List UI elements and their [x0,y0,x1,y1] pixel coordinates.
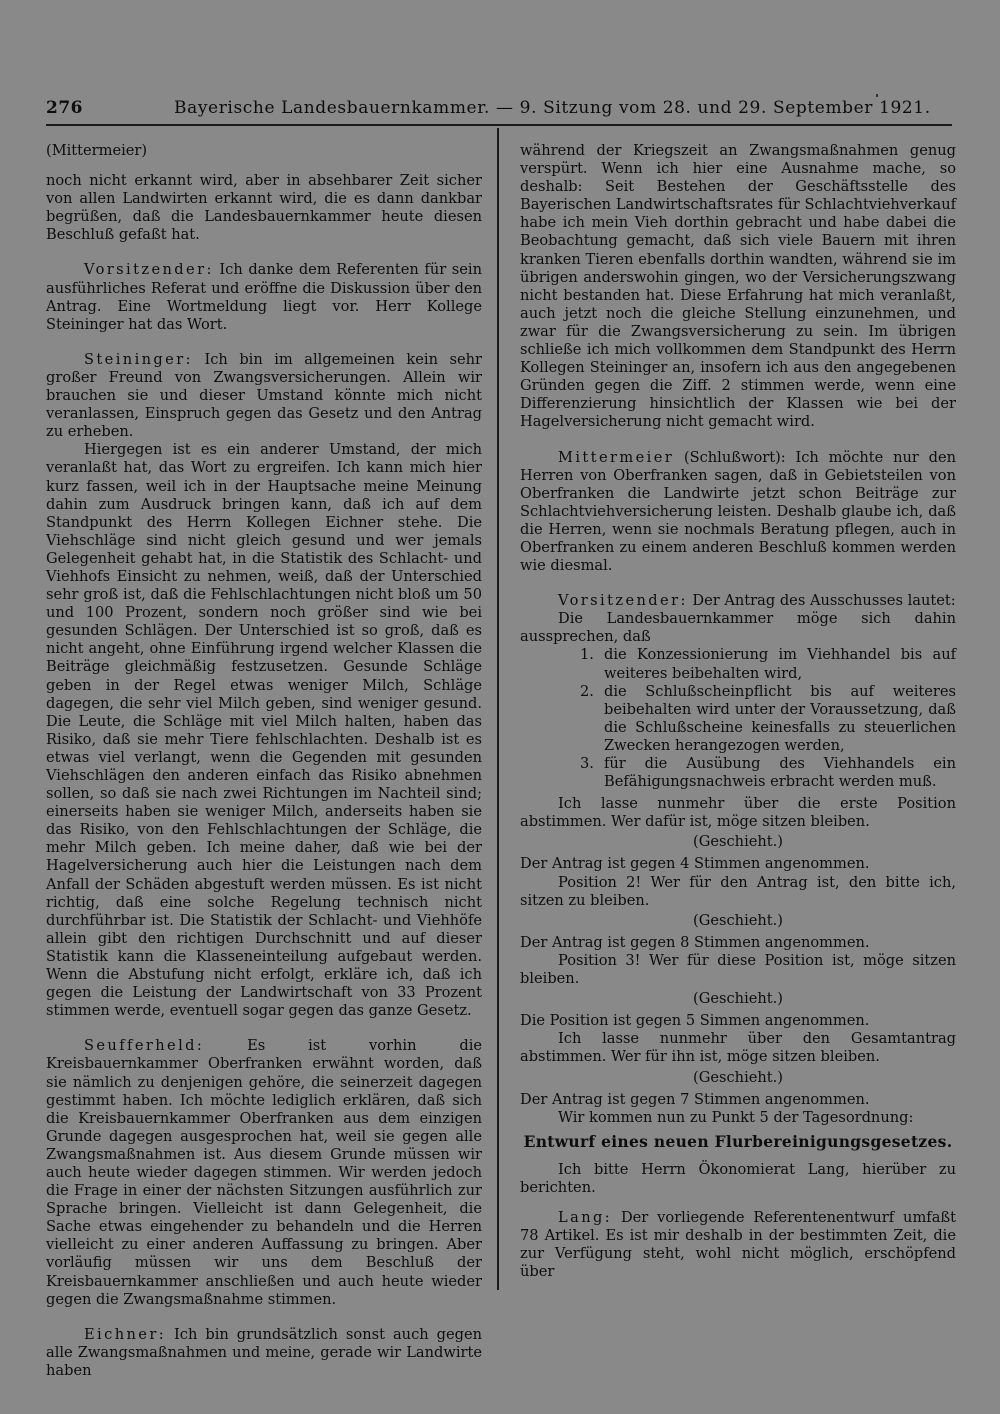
paragraph [520,449,956,576]
speaker-name: Lang: [558,1209,613,1227]
paragraph-text: Ich bin im allgemeinen kein sehr großer Freund von Zwangsversicherungen. Allein wir brauchen sie und dieser Umstand könnte mich nicht veranlassen, Einspruch gegen das Gesetz und den Antrag zu erheben. [46,350,483,441]
list-item-number: 1. [580,646,594,664]
paragraph-text: Der Antrag des Ausschusses lautet: [692,592,956,610]
paragraph: Wir kommen nun zu Punkt 5 der Tagesordnung: [558,1108,914,1126]
scan-speck [876,94,878,97]
speaker-name: Mittermeier [558,448,675,466]
list-item [520,755,956,791]
paragraph [46,351,482,441]
list-item-text: für die Ausübung des Viehhandels ein Befähigungsnachweis erbracht werden muß. [604,755,956,791]
speaker-name: Steininger: [84,350,193,368]
speaker-name: Vorsitzender: [84,261,214,279]
vote-result: Die Position ist gegen 5 Simmen angenommen. [520,1012,870,1030]
paragraph: während der Kriegszeit an Zwangsmaßnahmen genug verspürt. Wenn ich hier eine Ausnahme mache, so deshalb: Seit Bestehen der Geschäftsstelle des Bayerischen Landwirtschaftsrates für Schlachtviehverkauf habe ich mein Vieh dorthin gebracht und habe dabei die Beobachtung gemacht, daß sich viele Bauern mit ihren kranken Tieren ebenfalls dorthin wandten, während sie im übrigen anderswohin gingen, wo der Versicherungszwang nicht bestanden hat. Diese Erfahrung hat mich veranlaßt, auch jetzt noch die gleiche Stellung einzunehmen, und zwar für die Zwangsversicherung zu sein. Im übrigen schließe ich mich vollkommen dem Standpunkt des Herrn Kollegen Steininger an, insofern ich aus den angegebenen Gründen gegen die Ziff. 2 stimmen werde, wenn eine Differenzierung hinsichtlich der Klassen wie bei der Hagelversicherung nicht gemacht wird. [520,142,956,431]
paragraph-text: Ich bin grundsätzlich sonst auch gegen alle Zwangsmaßnahmen und meine, gerade wir Landwirte haben [46,1325,483,1379]
right-column [520,142,956,1281]
paragraph-text: Ich danke dem Referenten für sein ausführliches Referat und eröffne die Diskussion über den Antrag. Eine Wortmeldung liegt vor. Herr Kollege Steininger hat das Wort. [46,261,482,333]
header-rule [46,124,952,126]
motion-list [520,646,956,791]
paragraph: Ich bitte Herrn Ökonomierat Lang, hierüber zu berichten. [520,1160,956,1196]
agenda-title: Entwurf eines neuen Flurbereinigungsgesetzes. [523,1131,953,1151]
left-column [46,142,482,1380]
list-item [520,646,956,682]
paragraph: Position 2! Wer für den Antrag ist, den bitte ich, sitzen zu bleiben. [520,873,956,909]
motion-intro: Die Landesbauernkammer möge sich dahin aussprechen, daß [520,610,956,646]
list-item-text: die Schlußscheinpflicht bis auf weiteres beibehalten wird unter der Voraussetzung, daß die Schlußscheine keinesfalls zu steuerlichen Zwecken herangezogen werden, [604,682,956,754]
paragraph [520,1209,956,1281]
column-divider [497,128,499,1290]
list-item-number: 3. [580,755,594,772]
speaker-name: Seufferheld: [84,1037,205,1055]
vote-note: (Geschieht.) [693,1068,783,1086]
paragraph: Ich lasse nunmehr über die erste Position abstimmen. Wer dafür ist, möge sitzen bleiben. [520,795,956,831]
vote-note: (Geschieht.) [693,990,783,1008]
speaker-note: (Schlußwort): [683,448,786,466]
running-title: Bayerische Landesbauernkammer. — 9. Sitzung vom 28. und 29. September 1921. [174,98,931,118]
list-item [520,683,956,755]
page-number: 276 [46,98,83,118]
speaker-tag: (Mittermeier) [46,142,148,159]
paragraph: noch nicht erkannt wird, aber in absehbarer Zeit sicher von allen Landwirten erkannt wird, die es dann dankbar begrüßen, daß die Landesbauernkammer heute diesen Beschluß gefaßt hat. [46,172,482,244]
paragraph [46,261,482,333]
paragraph [46,1326,482,1380]
vote-result: Der Antrag ist gegen 7 Stimmen angenommen. [520,1090,870,1108]
paragraph [520,592,956,610]
paragraph: Ich lasse nunmehr über den Gesamtantrag abstimmen. Wer für ihn ist, möge sitzen bleiben. [520,1030,956,1066]
vote-note: (Geschieht.) [693,833,783,851]
speaker-name: Eichner: [84,1325,167,1343]
vote-result: Der Antrag ist gegen 8 Stimmen angenommen. [520,933,870,951]
list-item-number: 2. [580,682,594,700]
paragraph: Position 3! Wer für diese Position ist, möge sitzen bleiben. [520,951,956,988]
paragraph-text: Der vorliegende Referentenentwurf umfaßt 78 Artikel. Es ist mir deshalb in der bestimmten Zeit, die zur Verfügung steht, wohl nicht möglich, erschöpfend über [520,1209,957,1281]
paragraph-text: Ich möchte nur den Herren von Oberfranken sagen, daß in Gebietsteilen von Oberfranken die Landwirte jetzt schon Beiträge zur Schlachtviehversicherung leisten. Deshalb glaube ich, daß die Herren, wenn sie nochmals Beratung pflegen, auch in Oberfranken zu einem anderen Beschluß kommen werden wie diesmal. [520,448,957,575]
paragraph: Hiergegen ist es ein anderer Umstand, der mich veranlaßt hat, das Wort zu ergreifen. Ich kann mich hier kurz fassen, weil ich in der Hauptsache meine Meinung dahin zum Ausdruck bringen kann, daß ich auf dem Standpunkt des Herrn Kollegen Eichner stehe. Die Viehschläge sind nicht gleich gesund und wer jemals Gelegenheit gehabt hat, in die Statistik des Schlacht- und Viehhofs Einsicht zu nehmen, weiß, daß der Unterschied sehr groß ist, daß die Fehlschlachtungen nicht bloß um 50 und 100 Prozent, sondern noch größer sind wie bei gesunden Schlägen. Der Unterschied ist so groß, daß es nicht angeht, ohne Einführung irgend welcher Klassen die Beiträge gleichmäßig festzusetzen. Gesunde Schläge geben in der Regel etwas weniger Milch, Schläge dagegen, die sehr viel Milch geben, sind weniger gesund. Die Leute, die Schläge mit viel Milch halten, haben das Risiko, daß sie mehr Tiere fehlschlachten. Deshalb ist es etwas viel verlangt, wenn die Gegenden mit gesunden Viehschlägen den anderen einfach das Risiko abnehmen sollen, so daß sie nach zwei Richtungen im Nachteil sind; einerseits haben sie weniger Milch, anderseits haben sie das Risiko, von den Fehlschlachtungen der Schläge, die mehr Milch geben. Ich meine daher, daß wie bei der Hagelversicherung auch hier die Leistungen nach dem Anfall der Schäden abgestuft werden müssen. Es ist nicht richtig, daß eine solche Regelung technisch nicht durchführbar ist. Die Statistik der Schlacht- und Viehhöfe allein gibt den richtigen Durchschnitt und auf dieser Statistik kann die Klasseneinteilung aufgebaut werden. Wenn die Abstufung nicht erfolgt, erkläre ich, daß ich gegen die Leistung der Landwirtschaft von 33 Prozent stimmen werde, eventuell sogar gegen das ganze Gesetz. [46,441,482,1020]
vote-result: Der Antrag ist gegen 4 Stimmen angenommen. [520,855,870,873]
paragraph [46,1037,482,1308]
list-item-text: die Konzessionierung im Viehhandel bis auf weiteres beibehalten wird, [604,646,956,682]
vote-note: (Geschieht.) [693,911,783,929]
speaker-name: Vorsitzender: [558,592,688,610]
paragraph-text: Es ist vorhin die Kreisbauernkammer Oberfranken erwähnt worden, daß sie nämlich zu denjenigen gehöre, die seinerzeit dagegen gestimmt haben. Ich möchte lediglich erklären, daß sich die Kreisbauernkammer Oberfranken aus dem einzigen Grunde dagegen ausgesprochen hat, weil sie gegen alle Zwangsmaßnahmen ist. Aus diesem Grunde müssen wir auch heute wieder dagegen stimmen. Wir werden jedoch die Frage in einer der nächsten Sitzungen ausführlich zur Sprache bringen. Vielleicht ist dann Gelegenheit, die Sache etwas eingehender zu behandeln und die Herren vielleicht zu einer anderen Auffassung zu bringen. Aber vorläufig müssen wir uns dem Beschluß der Kreisbauernkammer anschließen und auch heute wieder gegen die Zwangsmaßnahme stimmen. [46,1037,482,1308]
